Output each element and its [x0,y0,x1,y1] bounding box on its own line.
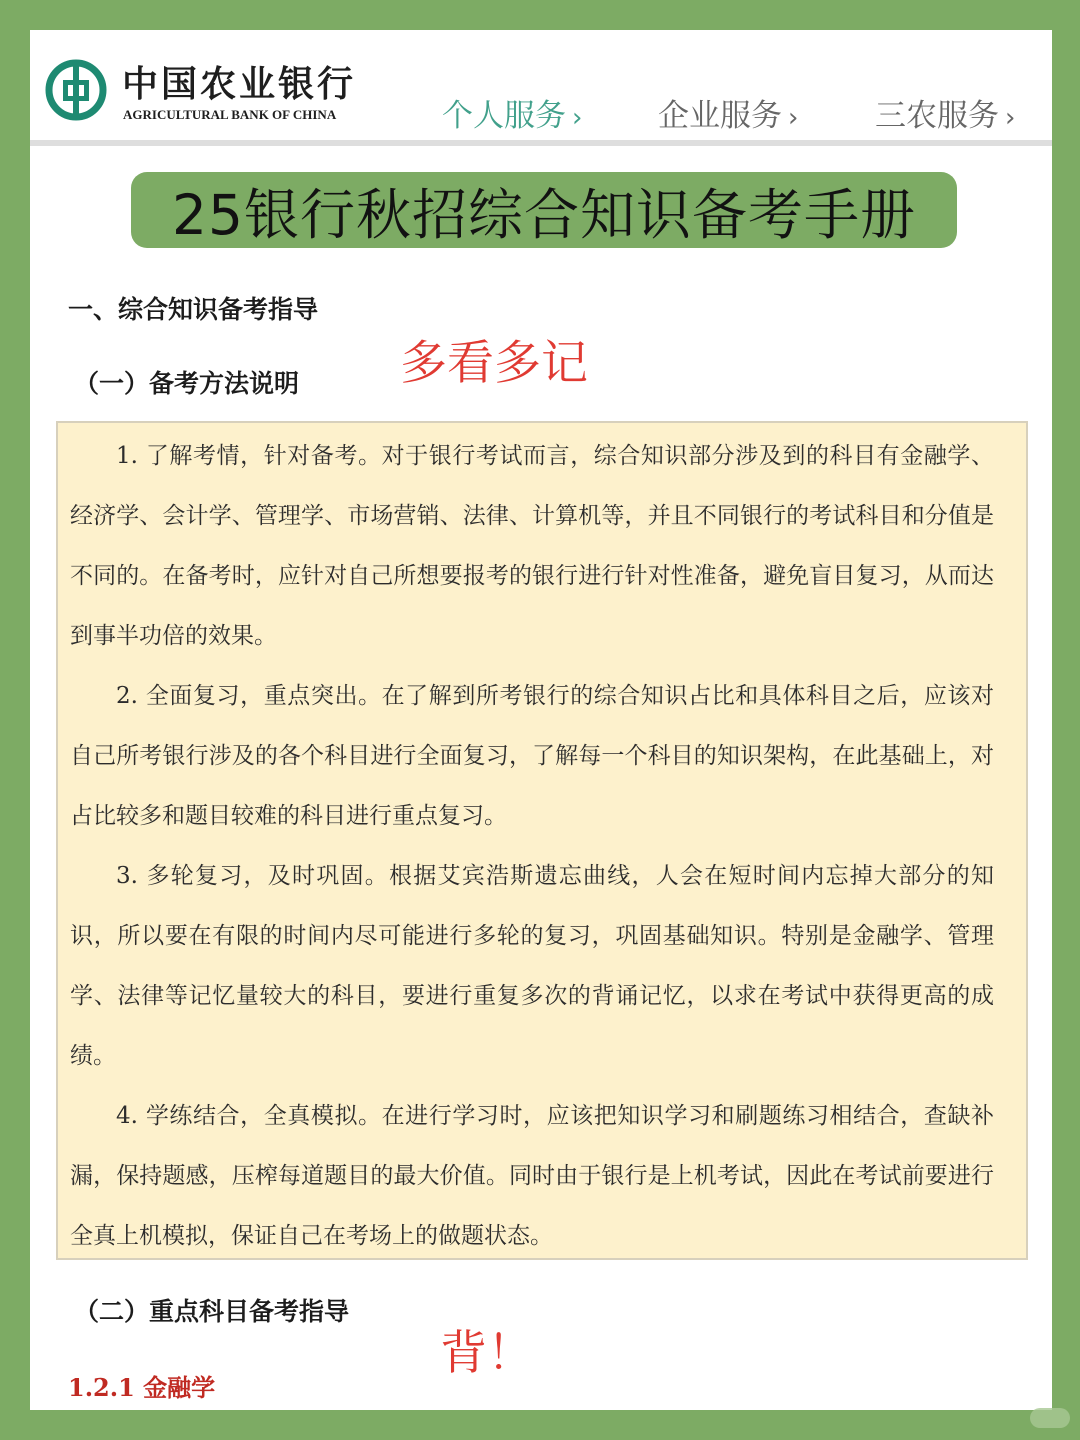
study-methods-box [56,421,1028,1260]
watermark-badge [1030,1408,1070,1428]
nav-rural-services[interactable] [875,90,1015,135]
brand-name-en: AGRICULTURAL BANK OF CHINA [123,107,337,122]
brand-name-cn: 中国农业银行 [122,63,357,105]
title-banner [131,172,957,248]
handwritten-note-memorize: 背！ [440,1326,534,1381]
nav-label: 企业服务 [658,98,782,134]
subsection-heading-methods: （一）备考方法说明 [74,369,300,398]
nav-personal-services[interactable] [442,90,582,135]
subject-heading-finance: 1.2.1 金融学 [68,1373,216,1402]
chevron-right-icon: › [1005,103,1016,133]
section-heading: 一、综合知识备考指导 [68,295,319,324]
method-paragraph-4: 4. 学练结合，全真模拟。在进行学习时，应该把知识学习和刷题练习相结合，查缺补漏，保持题感，压榨每道题目的最大价值。同时由于银行是上机考试，因此在考试前要进行全真上机模拟，保证自己在考场上的做题状态。 [70,1103,994,1249]
header-divider [30,140,1052,146]
nav-label: 个人服务 [442,98,566,134]
nav-corporate-services[interactable] [658,90,798,135]
nav-label: 三农服务 [875,98,999,134]
subsection-heading-subjects: （二）重点科目备考指导 [74,1297,350,1326]
page-title: 25银行秋招综合知识备考手册 [172,182,916,247]
document-page [30,30,1052,1410]
chevron-right-icon: › [788,103,799,133]
method-paragraph-3: 3. 多轮复习，及时巩固。根据艾宾浩斯遗忘曲线，人会在短时间内忘掉大部分的知识，所以要在有限的时间内尽可能进行多轮的复习，巩固基础知识。特别是金融学、管理学、法律等记忆量较大的科目，要进行重复多次的背诵记忆，以求在考试中获得更高的成绩。 [70,863,994,1069]
bank-header [30,30,1052,142]
abc-logo-icon [44,58,108,122]
method-paragraph-2: 2. 全面复习，重点突出。在了解到所考银行的综合知识占比和具体科目之后，应该对自己所考银行涉及的各个科目进行全面复习，了解每一个科目的知识架构，在此基础上，对占比较多和题目较难的科目进行重点复习。 [70,683,994,829]
handwritten-note-review: 多看多记 [400,336,588,391]
method-paragraph-1: 1. 了解考情，针对备考。对于银行考试而言，综合知识部分涉及到的科目有金融学、经济学、会计学、管理学、市场营销、法律、计算机等，并且不同银行的考试科目和分值是不同的。在备考时，应针对自己所想要报考的银行进行针对性准备，避免盲目复习，从而达到事半功倍的效果。 [70,443,994,649]
chevron-right-icon: › [572,103,583,133]
